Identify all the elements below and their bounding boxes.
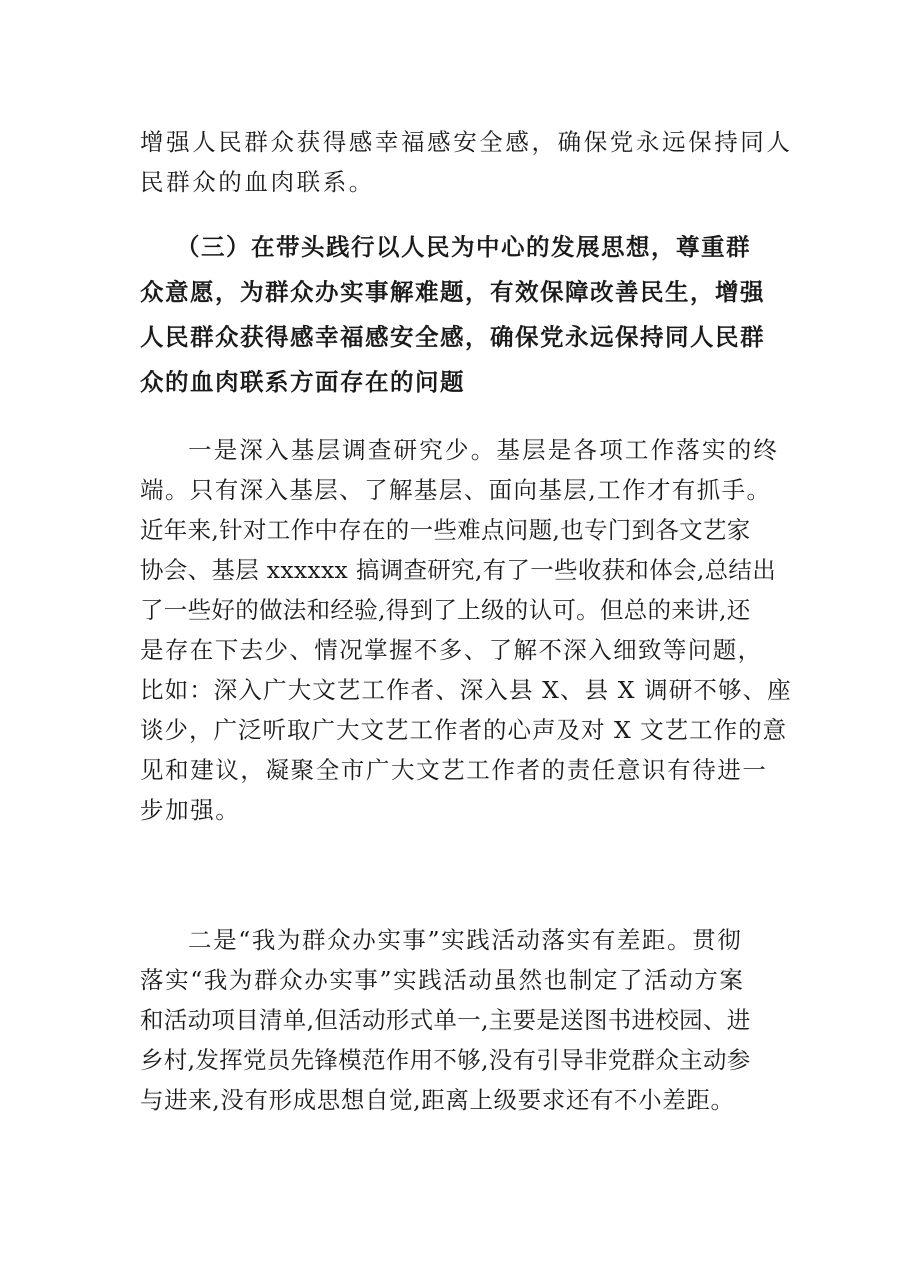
intro-paragraph — [140, 122, 793, 202]
heading-line: 众意愿，为群众办实事解难题，有效保障改善民生，增强 — [140, 278, 765, 306]
text-line: 步加强。 — [140, 796, 241, 824]
heading-line: （三）在带头践行以人民为中心的发展思想，尊重群 — [176, 233, 751, 261]
text-line: 落实“我为群众办实事”实践活动虽然也制定了活动方案 — [140, 966, 745, 994]
text-line: 协会、基层 xxxxxx 搞调查研究,有了一些收获和体会,总结出 — [140, 556, 776, 584]
text-line: 与进来,没有形成思想自觉,距离上级要求还有不小差距。 — [140, 1086, 735, 1114]
text-line: 一是深入基层调查研究少。基层是各项工作落实的终 — [188, 436, 780, 464]
paragraph-two — [140, 920, 772, 1120]
text-line: 增强人民群众获得感幸福感安全感，确保党永远保持同人 — [140, 128, 793, 156]
text-line: 二是“我为群众办实事”实践活动落实有差距。贯彻 — [188, 926, 743, 954]
text-line: 是存在下去少、情况掌握不多、了解不深入细致等问题， — [140, 636, 763, 664]
heading-line: 人民群众获得感幸福感安全感，确保党永远保持同人民群 — [140, 323, 765, 351]
text-line: 比如：深入广大文艺工作者、深入县 X、县 X 调研不够、座 — [140, 676, 792, 704]
text-line: 和活动项目清单,但活动形式单一,主要是送图书进校园、进 — [140, 1006, 751, 1034]
paragraph-one — [140, 430, 792, 830]
text-line: 端。只有深入基层、了解基层、面向基层,工作才有抓手。 — [140, 476, 772, 504]
text-line: 了一些好的做法和经验,得到了上级的认可。但总的来讲,还 — [140, 596, 751, 624]
text-line: 见和建议，凝聚全市广大文艺工作者的责任意识有待进一 — [140, 756, 768, 784]
heading-line: 众的血肉联系方面存在的问题 — [140, 368, 465, 396]
section-heading — [140, 225, 772, 405]
text-line: 乡村,发挥党员先锋模范作用不够,没有引导非党群众主动参 — [140, 1046, 751, 1074]
text-line: 民群众的血肉联系。 — [140, 168, 375, 196]
text-line: 近年来,针对工作中存在的一些难点问题,也专门到各文艺家 — [140, 516, 751, 544]
text-line: 谈少，广泛听取广大文艺工作者的心声及对 X 文艺工作的意 — [140, 716, 788, 744]
